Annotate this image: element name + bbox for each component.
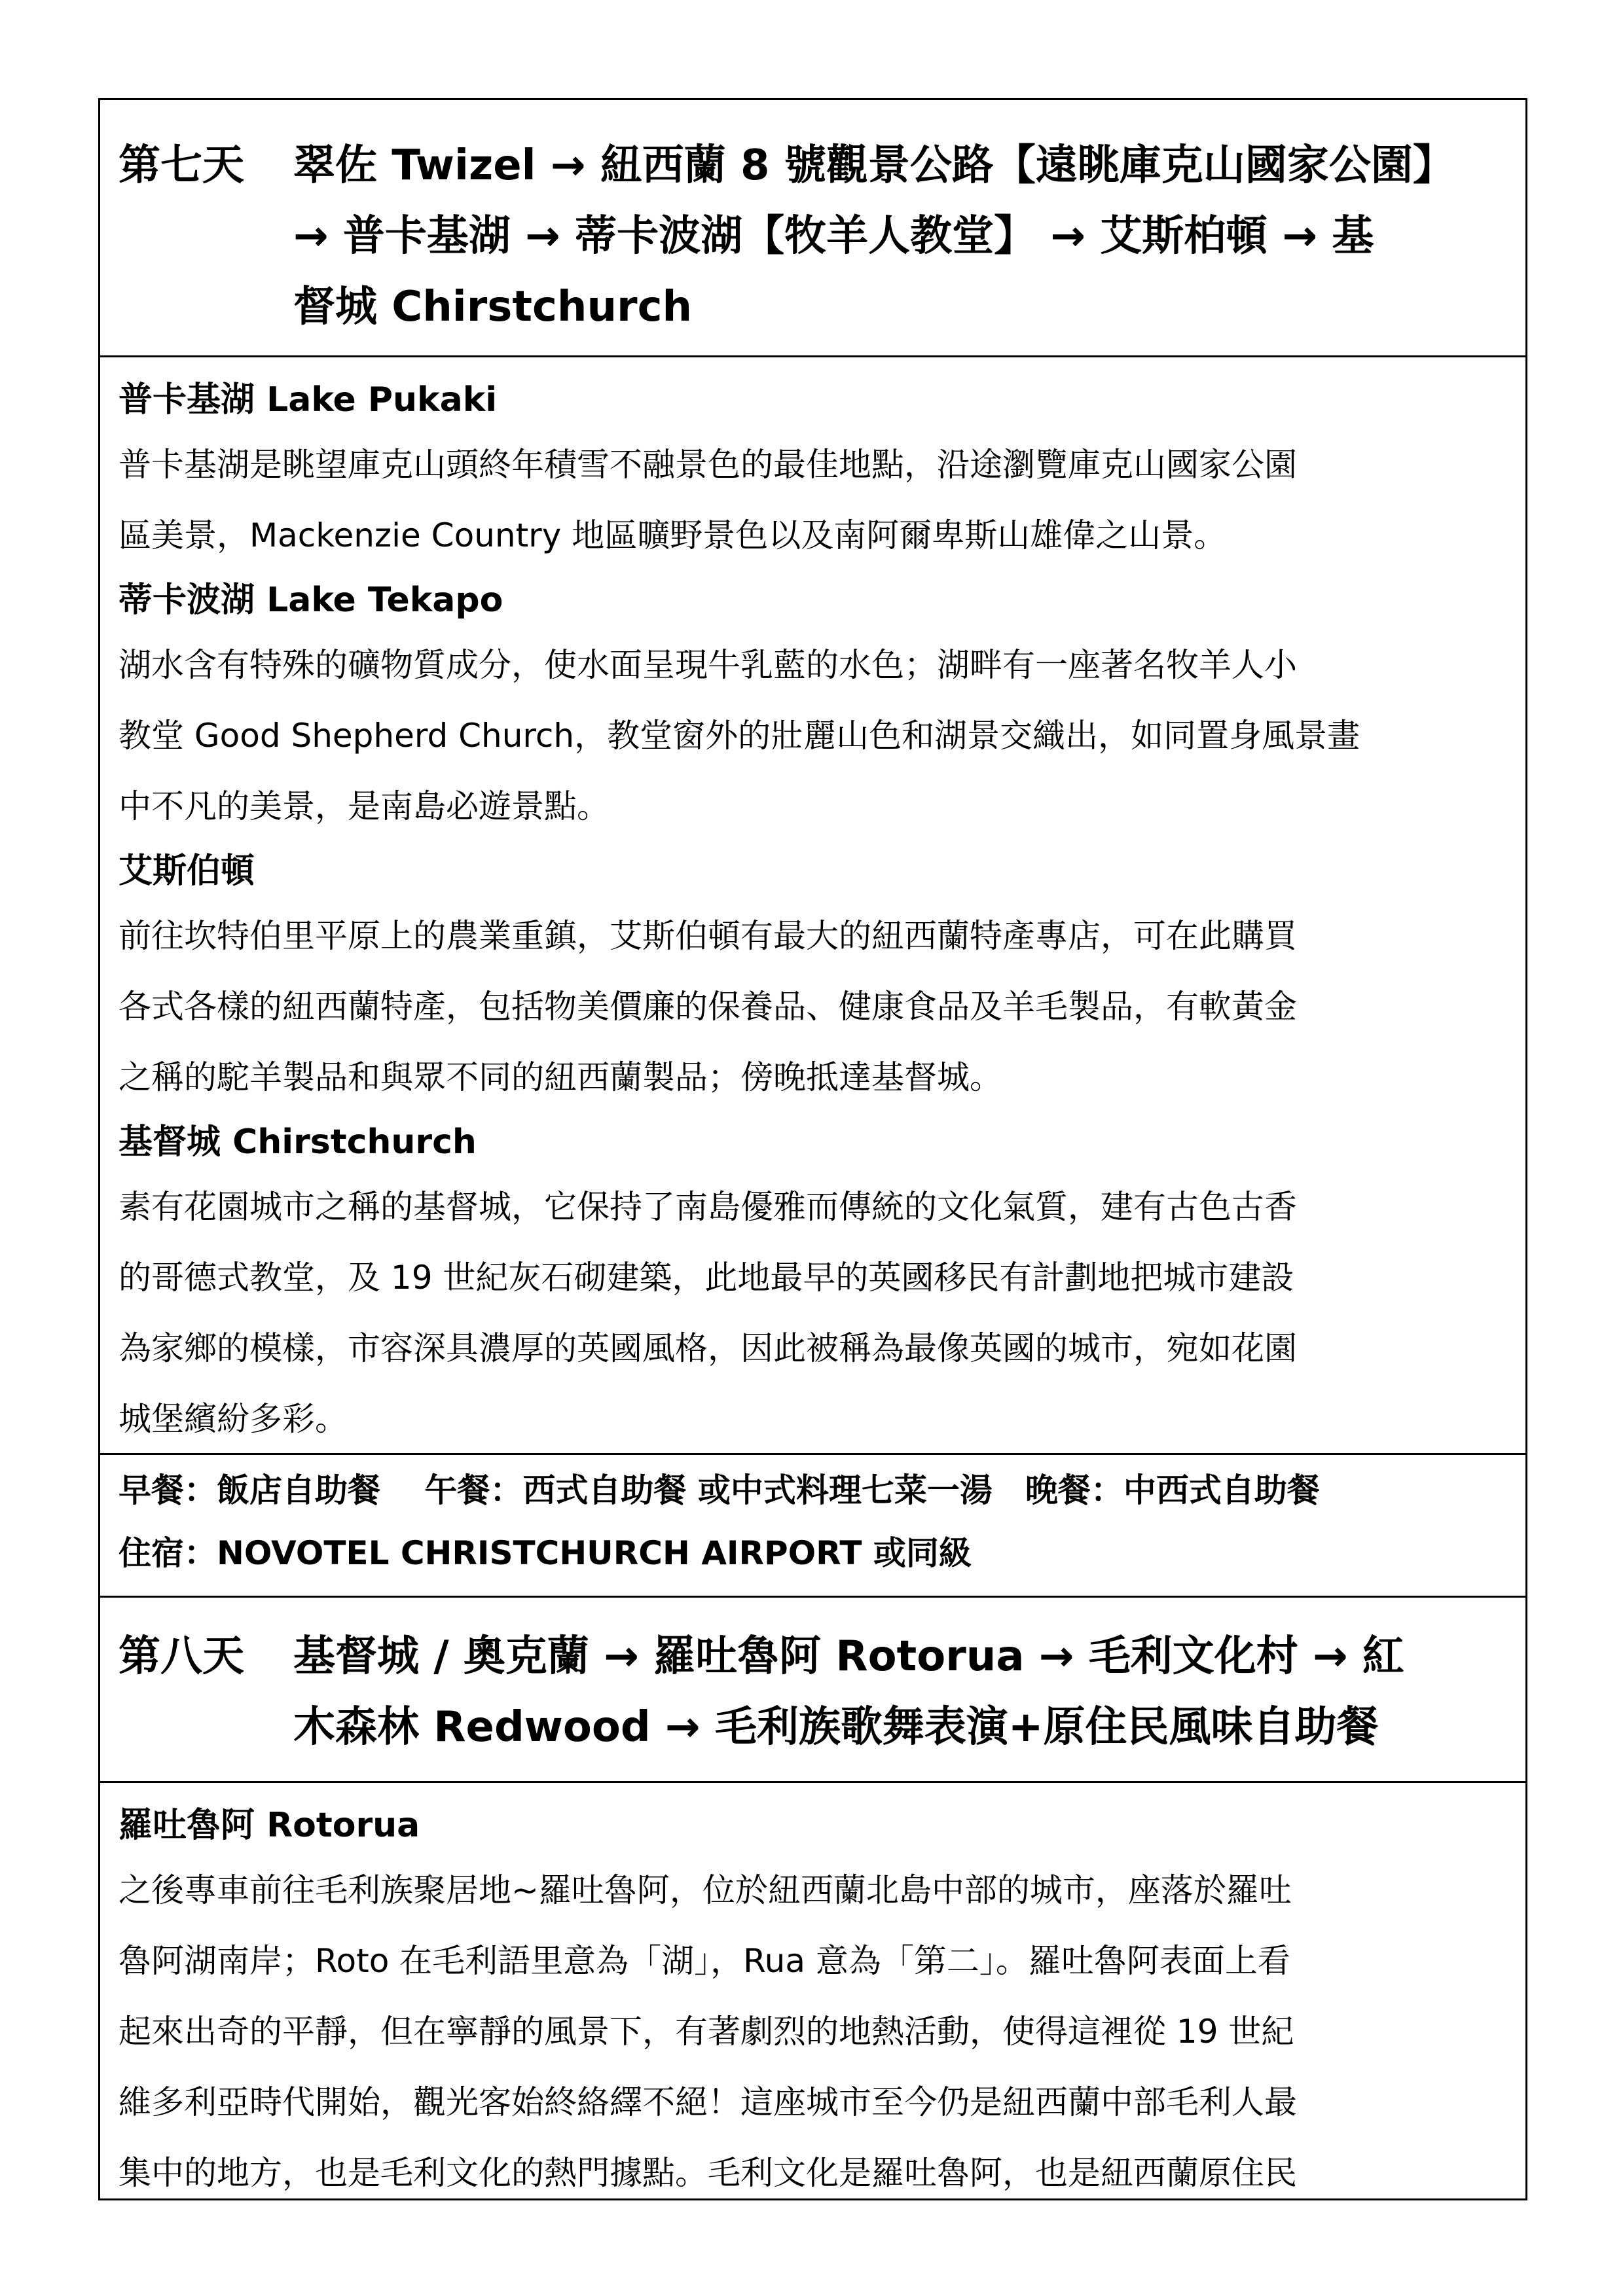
day8-label: 第八天 xyxy=(119,1632,244,1681)
section-heading: 羅吐魯阿 Rotorua xyxy=(119,1806,420,1845)
paragraph-line: 魯阿湖南岸；Roto 在毛利語里意為「湖」，Rua 意為「第二」。羅吐魯阿表面上看 xyxy=(119,1942,1290,1980)
day8-route-line: 木森林 Redwood → 毛利族歌舞表演+原住民風味自助餐 xyxy=(293,1703,1379,1751)
section-heading: 蒂卡波湖 Lake Tekapo xyxy=(119,581,503,620)
section-heading: 普卡基湖 Lake Pukaki xyxy=(119,380,498,420)
paragraph-line: 前往坎特伯里平原上的農業重鎮，艾斯伯頓有最大的紐西蘭特產專店，可在此購買 xyxy=(119,917,1297,955)
itinerary-table xyxy=(98,98,1527,2200)
day7-route-line: → 普卡基湖 → 蒂卡波湖【牧羊人教堂】 → 艾斯柏頓 → 基 xyxy=(293,212,1374,260)
day8-body xyxy=(100,1781,1525,2198)
section-heading: 基督城 Chirstchurch xyxy=(119,1122,477,1162)
day8-title-line-1 xyxy=(119,1621,1507,1692)
paragraph-line: 為家鄉的模樣，市容深具濃厚的英國風格，因此被稱為最像英國的城市，宛如花園 xyxy=(119,1329,1297,1367)
day8-route-line: 基督城 / 奧克蘭 → 羅吐魯阿 Rotorua → 毛利文化村 → 紅 xyxy=(293,1632,1404,1681)
day7-header xyxy=(100,100,1525,355)
day7-meals-row xyxy=(100,1453,1525,1596)
day8-title-line-2 xyxy=(119,1692,1507,1763)
section-heading: 艾斯伯頓 xyxy=(119,852,255,891)
day7-route-line: 翠佐 Twizel → 紐西蘭 8 號觀景公路【遠眺庫克山國家公園】 xyxy=(293,141,1455,190)
day7-body xyxy=(100,355,1525,1453)
paragraph-line: 素有花園城市之稱的基督城，它保持了南島優雅而傳統的文化氣質，建有古色古香 xyxy=(119,1188,1297,1226)
hotel-line: 住宿：NOVOTEL CHRISTCHURCH AIRPORT 或同級 xyxy=(119,1534,972,1572)
day7-title-line-1 xyxy=(119,130,1507,201)
paragraph-line: 之稱的駝羊製品和與眾不同的紐西蘭製品；傍晚抵達基督城。 xyxy=(119,1058,1002,1096)
paragraph-line: 之後專車前往毛利族聚居地~羅吐魯阿，位於紐西蘭北島中部的城市，座落於羅吐 xyxy=(119,1871,1292,1909)
day7-title-line-2 xyxy=(119,201,1507,272)
day7-route-line: 督城 Chirstchurch xyxy=(293,283,693,331)
paragraph-line: 起來出奇的平靜，但在寧靜的風景下，有著劇烈的地熱活動，使得這裡從 19 世紀 xyxy=(119,2013,1294,2051)
paragraph-line: 中不凡的美景，是南島必遊景點。 xyxy=(119,787,610,825)
meals-line: 早餐：飯店自助餐 午餐：西式自助餐 或中式料理七菜一湯 晚餐：中西式自助餐 xyxy=(119,1471,1320,1509)
paragraph-line: 的哥德式教堂，及 19 世紀灰石砌建築，此地最早的英國移民有計劃地把城市建設 xyxy=(119,1259,1294,1297)
day8-header xyxy=(100,1596,1525,1781)
paragraph-line: 教堂 Good Shepherd Church，教堂窗外的壯麗山色和湖景交織出，如同置身風景畫 xyxy=(119,717,1360,755)
paragraph-line: 各式各樣的紐西蘭特產，包括物美價廉的保養品、健康食品及羊毛製品，有軟黃金 xyxy=(119,988,1297,1026)
paragraph-line: 普卡基湖是眺望庫克山頭終年積雪不融景色的最佳地點，沿途瀏覽庫克山國家公園 xyxy=(119,446,1297,484)
paragraph-line: 維多利亞時代開始，觀光客始終絡繹不絕！這座城市至今仍是紐西蘭中部毛利人最 xyxy=(119,2083,1297,2121)
paragraph-line: 集中的地方，也是毛利文化的熱門據點。毛利文化是羅吐魯阿，也是紐西蘭原住民 xyxy=(119,2154,1297,2192)
paragraph-line: 湖水含有特殊的礦物質成分，使水面呈現牛乳藍的水色；湖畔有一座著名牧羊人小 xyxy=(119,646,1297,684)
day7-title-line-3 xyxy=(119,272,1507,342)
paragraph-line: 區美景，Mackenzie Country 地區曠野景色以及南阿爾卑斯山雄偉之山景。 xyxy=(119,516,1227,554)
day7-label: 第七天 xyxy=(119,141,244,190)
paragraph-line: 城堡繽紛多彩。 xyxy=(119,1400,348,1438)
